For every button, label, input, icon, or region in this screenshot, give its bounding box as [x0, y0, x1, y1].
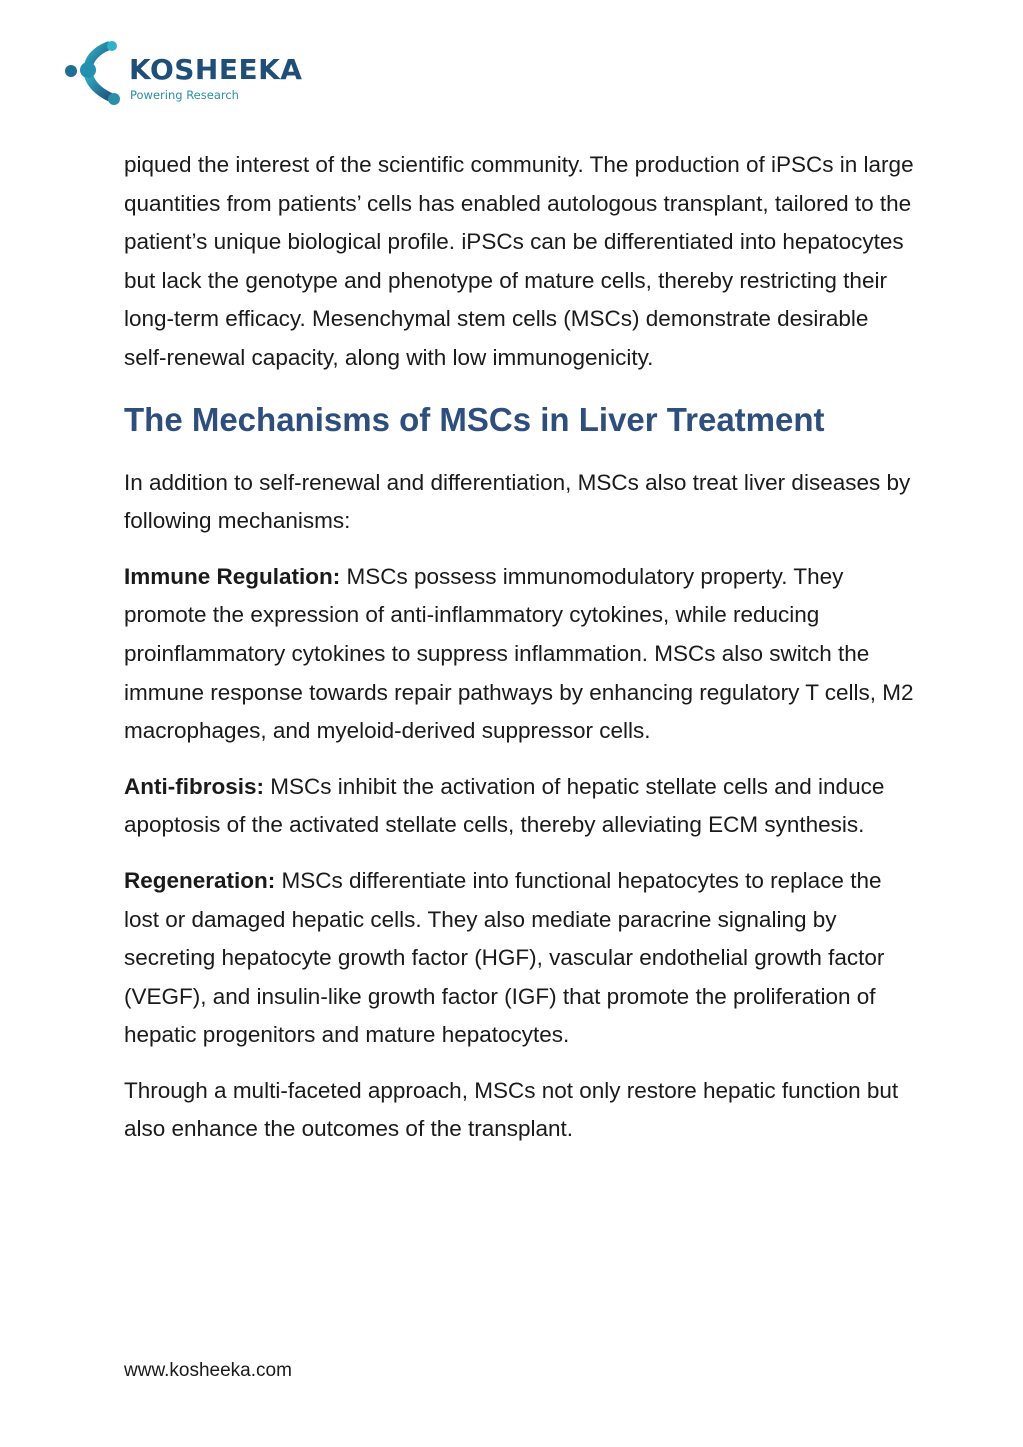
conclusion-paragraph: Through a multi-faceted approach, MSCs not only restore hepatic function but also enhance the outcomes of the transplant. — [124, 1077, 899, 1142]
mechanism-immune-regulation — [124, 558, 914, 751]
mechanism-regeneration — [124, 862, 914, 1055]
brand-logo — [62, 38, 342, 108]
footer-url[interactable]: www.kosheeka.com — [124, 1360, 292, 1381]
molecule-logo-icon — [62, 38, 128, 108]
brand-tagline: Powering Research — [130, 88, 239, 102]
mechanism-text: MSCs differentiate into functional hepatocytes to replace the lost or damaged hepatic cells. They also mediate paracrine signaling by secreting hepatocyte growth factor (HGF), vascular endothelial growth factor (VEGF), and insulin-like growth factor (IGF) that promote the proliferation of hepatic progenitors and mature hepatocytes. — [124, 867, 885, 1048]
section-lead-paragraph: In addition to self-renewal and differentiation, MSCs also treat liver diseases by following mechanisms: — [124, 469, 911, 534]
mechanism-term: Regeneration: — [124, 867, 276, 893]
mechanism-term: Immune Regulation: — [124, 563, 341, 589]
intro-paragraph: piqued the interest of the scientific community. The production of iPSCs in large quantities from patients’ cells has enabled autologous transplant, tailored to the patient’s unique biological profile. iPSCs can be differentiated into hepatocytes but lack the genotype and phenotype of mature cells, thereby restricting their long-term efficacy. Mesenchymal stem cells (MSCs) demonstrate desirable self-renewal capacity, along with low immunogenicity. — [124, 152, 914, 370]
mechanism-text: MSCs inhibit the activation of hepatic stellate cells and induce apoptosis of the activated stellate cells, thereby alleviating ECM synthesis. — [124, 773, 885, 838]
brand-name: KOSHEEKA — [129, 53, 303, 86]
mechanism-anti-fibrosis — [124, 768, 914, 845]
section-heading: The Mechanisms of MSCs in Liver Treatment — [124, 400, 825, 438]
document-body — [124, 146, 914, 1166]
mechanism-text: MSCs possess immunomodulatory property. They promote the expression of anti-inflammatory cytokines, while reducing proinflammatory cytokines to suppress inflammation. MSCs also switch the immune response towards repair pathways by enhancing regulatory T cells, M2 macrophages, and myeloid-derived suppressor cells. — [124, 563, 914, 744]
mechanism-term: Anti-fibrosis: — [124, 773, 264, 799]
